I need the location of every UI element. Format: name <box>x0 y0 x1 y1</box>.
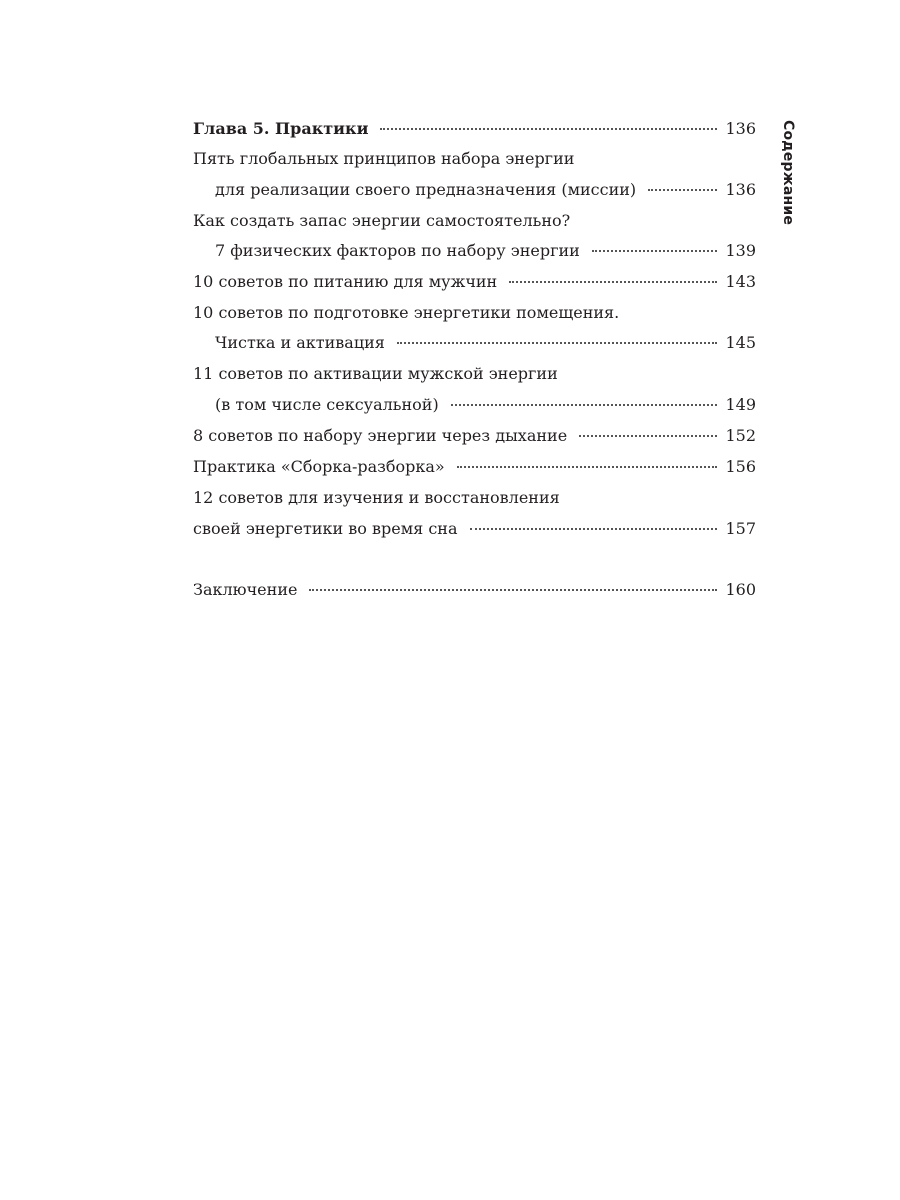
dot-leader <box>457 466 718 468</box>
toc-entry-sleep-tips-line1[interactable] <box>193 483 756 513</box>
toc-entry-room-energy-line2[interactable] <box>193 328 756 358</box>
toc-entry-sleep-tips-line2[interactable] <box>193 514 756 544</box>
toc-entry-energy-reserve-line2[interactable] <box>193 236 756 266</box>
toc-entry-male-energy-line1[interactable] <box>193 359 756 389</box>
toc-entry-assembly-practice[interactable] <box>193 452 756 482</box>
toc-entry-male-energy-line2[interactable] <box>193 390 756 420</box>
toc-entry-title: 8 советов по набору энергии через дыхание <box>193 426 568 445</box>
toc-entry-page: 143 <box>725 272 756 291</box>
toc-entry-page: 136 <box>725 180 756 199</box>
toc-entry-room-energy-line1[interactable] <box>193 298 756 328</box>
toc-entry-five-principles-line1[interactable] <box>193 144 756 174</box>
toc-entry-title: 11 советов по активации мужской энергии <box>193 364 558 383</box>
toc-entry-title: 10 советов по питанию для мужчин <box>193 272 498 291</box>
toc-entry-nutrition-tips[interactable] <box>193 267 756 297</box>
toc-entry-breathing-tips[interactable] <box>193 421 756 451</box>
toc-entry-page: 139 <box>725 241 756 260</box>
dot-leader <box>309 589 717 591</box>
toc-entry-page: 156 <box>725 457 756 476</box>
toc-entry-title: (в том числе сексуальной) <box>215 395 439 414</box>
toc-entry-conclusion[interactable] <box>193 575 756 605</box>
toc-entry-chapter-5[interactable] <box>193 114 756 144</box>
dot-leader <box>592 250 718 252</box>
toc-entry-page: 145 <box>725 333 756 352</box>
dot-leader <box>397 342 718 344</box>
toc-entry-title: 7 физических факторов по набору энергии <box>215 241 580 260</box>
dot-leader <box>380 128 717 130</box>
running-header-vertical <box>780 120 802 226</box>
toc-entry-page: 149 <box>725 395 756 414</box>
dot-leader <box>509 281 717 283</box>
toc-entry-title: 12 советов для изучения и восстановления <box>193 488 560 507</box>
toc-entry-page: 160 <box>725 580 756 599</box>
toc-entry-title: 10 советов по подготовке энергетики помещения. <box>193 303 620 322</box>
running-header-text: Содержание <box>780 120 796 226</box>
toc-entry-title: Чистка и активация <box>215 333 385 352</box>
toc-entry-title: для реализации своего предназначения (миссии) <box>215 180 637 199</box>
toc-entry-page: 152 <box>725 426 756 445</box>
toc-entry-energy-reserve-line1[interactable] <box>193 206 756 236</box>
toc-entry-page: 157 <box>725 519 756 538</box>
dot-leader <box>579 435 717 437</box>
dot-leader <box>470 528 718 530</box>
toc-entry-title: своей энергетики во время сна <box>193 519 458 538</box>
toc-entry-title: Глава 5. Практики <box>193 119 369 138</box>
toc-entry-title: Заключение <box>193 580 298 599</box>
dot-leader <box>451 404 718 406</box>
toc-entry-title: Практика «Сборка-разборка» <box>193 457 445 476</box>
toc-entry-page: 136 <box>725 119 756 138</box>
dot-leader <box>648 189 717 191</box>
toc-entry-title: Как создать запас энергии самостоятельно? <box>193 211 571 230</box>
toc-entry-title: Пять глобальных принципов набора энергии <box>193 149 575 168</box>
toc-entry-five-principles-line2[interactable] <box>193 175 756 205</box>
